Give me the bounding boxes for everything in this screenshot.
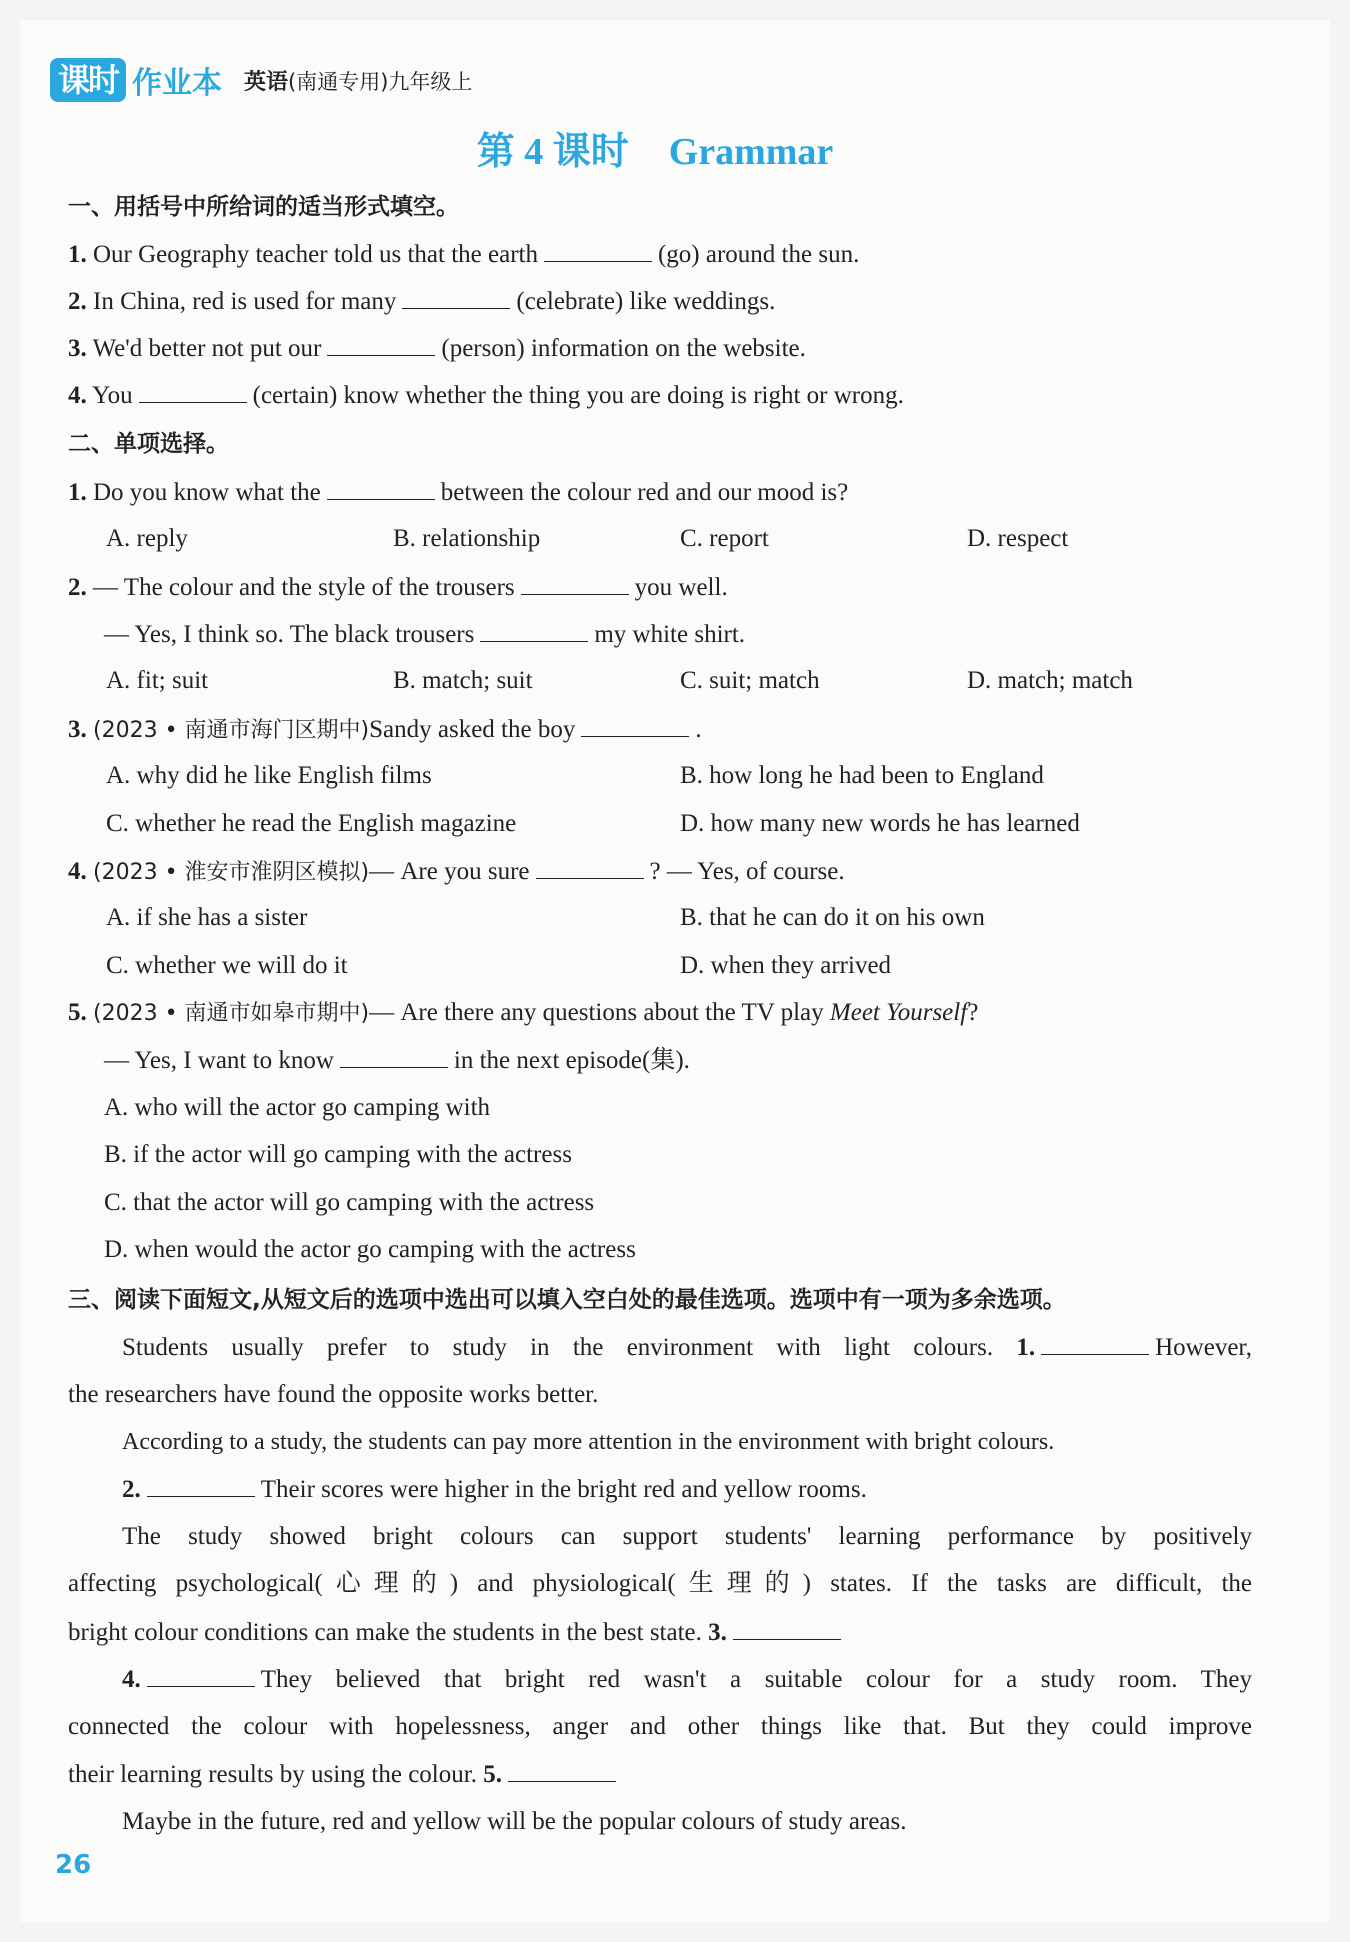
grade: 九年级上 <box>388 69 473 94</box>
item-text: You <box>92 382 133 409</box>
s2-q2-line1 <box>68 570 728 605</box>
item-text: — Yes, I think so. The black trousers <box>104 621 475 648</box>
option-a[interactable]: A. why did he like English films <box>106 762 432 789</box>
answer-blank[interactable] <box>480 617 588 642</box>
item-number: 4. <box>68 382 87 409</box>
question-source: (2023 • 南通市海门区期中) <box>93 718 370 743</box>
option-c[interactable]: C. suit; match <box>680 667 820 694</box>
option-d[interactable]: D. respect <box>967 525 1069 552</box>
blank-number: 4. <box>122 1666 141 1693</box>
answer-blank[interactable] <box>147 1662 255 1687</box>
option-d[interactable]: D. match; match <box>967 667 1133 694</box>
item-text: in the next episode(集). <box>453 1047 690 1074</box>
answer-blank[interactable] <box>327 331 435 356</box>
passage-line: Maybe in the future, red and yellow will be the popular colours of study areas. <box>122 1808 907 1835</box>
option-b[interactable]: B. that he can do it on his own <box>680 904 985 931</box>
answer-blank[interactable] <box>508 1757 616 1782</box>
s1-item-3 <box>68 331 806 366</box>
answer-blank[interactable] <box>544 237 652 262</box>
item-number: 3. <box>68 335 87 362</box>
option-b[interactable]: B. match; suit <box>393 667 533 694</box>
logo-text: 作业本 <box>132 66 223 101</box>
passage-text: Their scores were higher in the bright red and yellow rooms. <box>260 1476 867 1503</box>
passage-line: connected the colour with hopelessness, anger and other things like that. But they could improve <box>68 1713 1252 1740</box>
option-a[interactable]: A. who will the actor go camping with <box>104 1094 491 1121</box>
answer-blank[interactable] <box>139 378 247 403</box>
item-text: We'd better not put our <box>92 335 322 362</box>
question-source: (2023 • 淮安市淮阴区模拟) <box>93 860 370 885</box>
option-c[interactable]: C. report <box>680 525 769 552</box>
option-b[interactable]: B. relationship <box>393 525 541 552</box>
subject: 英语 <box>244 69 289 95</box>
passage-line <box>68 1615 847 1650</box>
option-d[interactable]: D. when would the actor go camping with the actress <box>104 1236 636 1263</box>
section2-heading: 二、单项选择。 <box>68 431 229 457</box>
section3-heading: 三、阅读下面短文,从短文后的选项中选出可以填入空白处的最佳选项。选项中有一项为多余选项。 <box>68 1287 1066 1313</box>
option-d[interactable]: D. how many new words he has learned <box>680 810 1080 837</box>
passage-line: affecting psychological(心理的) and physiological(生理的) states. If the tasks are difficult, the <box>68 1570 1252 1597</box>
item-number: 4. <box>68 858 87 885</box>
blank-number: 3. <box>708 1619 727 1646</box>
blank-number: 2. <box>122 1476 141 1503</box>
option-d[interactable]: D. when they arrived <box>680 952 892 979</box>
s2-q5-line2 <box>104 1043 690 1078</box>
item-text: (person) information on the website. <box>441 335 806 362</box>
item-number: 5. <box>68 999 87 1026</box>
blank-number: 5. <box>483 1761 502 1788</box>
item-text: ? — Yes, of course. <box>649 858 845 885</box>
page-number: 26 <box>55 1850 92 1880</box>
question-source: (2023 • 南通市如皋市期中) <box>93 1001 370 1026</box>
page-header <box>50 54 472 106</box>
answer-blank[interactable] <box>1041 1330 1149 1355</box>
passage-text: They believed that bright red wasn't a suitable colour for a study room. They <box>260 1666 1252 1693</box>
answer-blank[interactable] <box>147 1472 255 1497</box>
s1-item-2 <box>68 284 775 319</box>
option-c[interactable]: C. whether he read the English magazine <box>106 810 517 837</box>
item-text: Sandy asked the boy <box>369 716 576 743</box>
s2-q1 <box>68 475 848 510</box>
option-a[interactable]: A. fit; suit <box>106 667 209 694</box>
item-number: 1. <box>68 479 87 506</box>
passage-line <box>122 1472 867 1507</box>
s2-q3 <box>68 712 702 748</box>
passage-line: The study showed bright colours can support students' learning performance by positively <box>122 1523 1252 1550</box>
item-number: 2. <box>68 288 87 315</box>
item-text: my white shirt. <box>594 621 746 648</box>
logo-badge: 课时 <box>50 58 126 102</box>
item-number: 3. <box>68 716 87 743</box>
item-text: (celebrate) like weddings. <box>516 288 776 315</box>
answer-blank[interactable] <box>733 1615 841 1640</box>
answer-blank[interactable] <box>340 1043 448 1068</box>
answer-blank[interactable] <box>521 570 629 595</box>
s2-q2-line2 <box>104 617 745 652</box>
item-text: Our Geography teacher told us that the earth <box>93 241 538 268</box>
option-c[interactable]: C. whether we will do it <box>106 952 348 979</box>
item-text: (certain) know whether the thing you are doing is right or wrong. <box>252 382 904 409</box>
passage-text: However, <box>1155 1334 1252 1361</box>
edition: (南通专用) <box>288 69 389 94</box>
play-title: Meet Yourself <box>829 999 968 1026</box>
passage-text: bright colour conditions can make the students in the best state. <box>68 1619 702 1646</box>
passage-line: According to a study, the students can pay more attention in the environment with bright colours. <box>122 1429 1055 1455</box>
item-text: — Are you sure <box>369 858 530 885</box>
s2-q5-line1 <box>68 996 978 1031</box>
passage-line <box>122 1330 1252 1365</box>
passage-text: Students usually prefer to study in the environment with light colours. <box>122 1334 994 1361</box>
item-text: between the colour red and our mood is? <box>440 479 849 506</box>
blank-number: 1. <box>1016 1334 1036 1361</box>
item-text: — Are there any questions about the TV play <box>369 999 824 1026</box>
passage-line: the researchers have found the opposite works better. <box>68 1381 599 1408</box>
answer-blank[interactable] <box>327 475 435 500</box>
lesson-title-cn: 第 4 课时 <box>476 131 629 173</box>
answer-blank[interactable] <box>581 712 689 737</box>
item-text: Do you know what the <box>93 479 321 506</box>
s1-item-1 <box>68 237 859 272</box>
item-text: ? <box>967 999 979 1026</box>
passage-line <box>68 1757 622 1792</box>
item-text: — The colour and the style of the trousers <box>93 574 515 601</box>
book-subtitle <box>244 65 472 96</box>
item-number: 2. <box>68 574 87 601</box>
lesson-title <box>0 120 1310 175</box>
answer-blank[interactable] <box>402 284 510 309</box>
passage-line <box>122 1662 1252 1697</box>
option-b[interactable]: B. if the actor will go camping with the actress <box>104 1141 572 1168</box>
item-text: In China, red is used for many <box>93 288 397 315</box>
option-b[interactable]: B. how long he had been to England <box>680 762 1044 789</box>
passage-text: their learning results by using the colour. <box>68 1761 477 1788</box>
s1-item-4 <box>68 378 904 413</box>
option-a[interactable]: A. reply <box>106 525 188 552</box>
brand-logo <box>50 58 222 102</box>
item-text: you well. <box>634 574 728 601</box>
item-text: (go) around the sun. <box>657 241 860 268</box>
item-number: 1. <box>68 241 87 268</box>
item-text: . <box>695 716 702 743</box>
lesson-title-en: Grammar <box>668 131 834 173</box>
s2-q4 <box>68 854 845 890</box>
section1-heading: 一、用括号中所给词的适当形式填空。 <box>68 194 459 220</box>
answer-blank[interactable] <box>536 854 644 879</box>
option-a[interactable]: A. if she has a sister <box>106 904 308 931</box>
item-text: — Yes, I want to know <box>104 1047 334 1074</box>
option-c[interactable]: C. that the actor will go camping with the actress <box>104 1189 595 1216</box>
